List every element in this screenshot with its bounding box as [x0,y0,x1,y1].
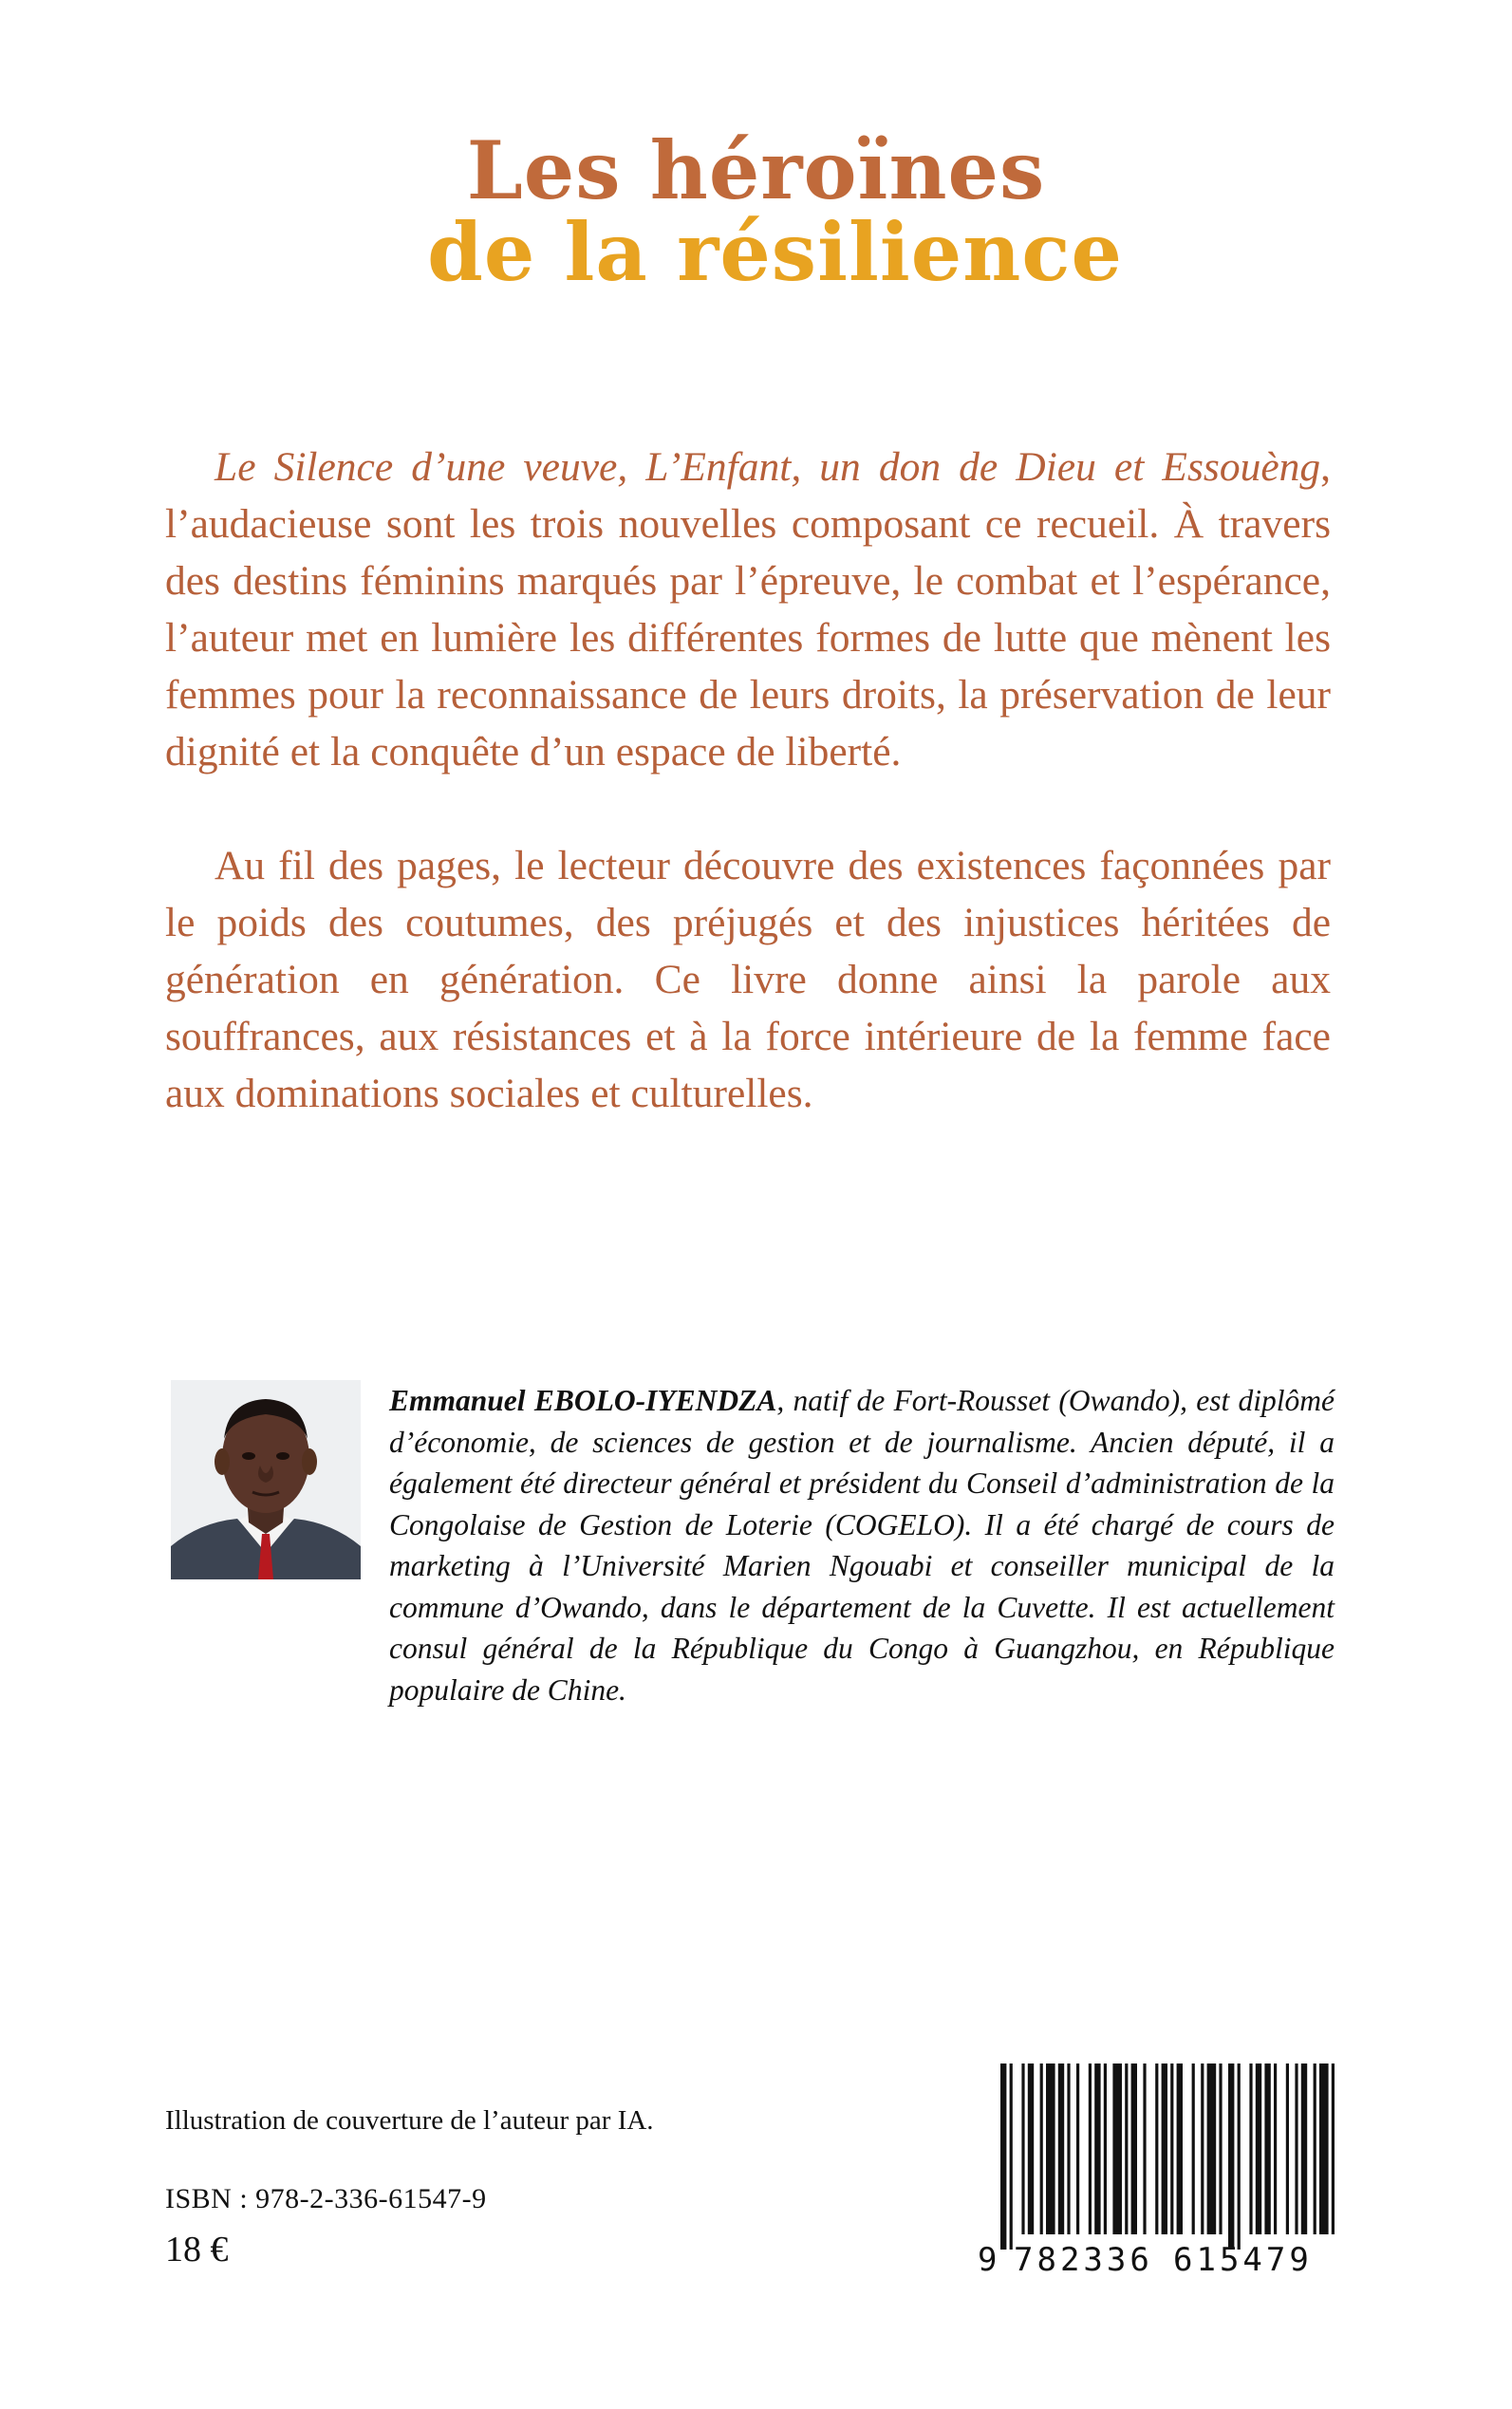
barcode-bar [1094,2064,1100,2234]
barcode-bar [1192,2064,1195,2234]
barcode-bar [1274,2064,1277,2234]
barcode-bar [1207,2064,1217,2234]
author-name: Emmanuel EBOLO-IYENDZA [389,1384,777,1417]
barcode-bar [1319,2064,1329,2234]
barcode-image [976,2060,1338,2278]
author-biography-text: , natif de Fort-Rousset (Owando), est diplômé d’économie, de sciences de gestion et de journalisme. Ancien député, il a également été directeur général et président du Conseil d’administration de la Congolaise de Gestion de Loterie (COGELO). Il a été chargé de cours de marketing à l’Université Marien Ngouabi et conseiller municipal de la commune d’Owando, dans le département de la Cuvette. Il est actuellement consul général de la République du Congo à Guangzhou, en République populaire de Chine. [389,1384,1335,1707]
isbn-barcode [976,2060,1338,2278]
barcode-bar [1131,2064,1137,2234]
price: 18 € [165,2230,229,2269]
barcode-bar [1301,2064,1307,2234]
barcode-digit-first: 9 [978,2241,998,2278]
barcode-bar [1264,2064,1270,2234]
illustration-credit: Illustration de couverture de l’auteur par IA. [165,2105,654,2136]
barcode-bar [1104,2064,1107,2234]
author-biography [165,1380,1335,1710]
barcode-bar [1089,2064,1092,2234]
blurb-paragraph-1-text: , l’audacieuse sont les trois nouvelles composant ce recueil. À travers des destins féminins marqués par l’épreuve, le combat et l’espérance, l’auteur met en lumière les différentes formes de lutte que mènent les femmes pour la reconnaissance de leurs droits, la préservation de leur dignité et la conquête d’un espace de liberté. [165,444,1331,775]
barcode-bar [1177,2064,1183,2234]
barcode-digits-group-2: 615479 [1173,2241,1313,2278]
barcode-bar [1046,2064,1055,2234]
book-title-line-1: Les héroïnes [466,123,1046,217]
barcode-bar [1238,2064,1241,2250]
barcode-bar [1219,2064,1222,2234]
blurb-paragraph-2 [165,837,1331,1122]
barcode-bar [1170,2064,1173,2234]
blurb-paragraph-1 [165,439,1331,780]
barcode-bar [1000,2064,1006,2250]
barcode-bar [1201,2064,1204,2234]
barcode-bar [1067,2064,1070,2234]
barcode-bar [1295,2064,1297,2234]
barcode-bar [1076,2064,1079,2234]
barcode-bar [1058,2064,1064,2234]
barcode-bar [1028,2064,1034,2234]
barcode-bar [1112,2064,1122,2234]
book-title-line-2: de la résilience [427,205,1123,299]
barcode-bar [1125,2064,1128,2234]
barcode-bar [1040,2064,1043,2234]
barcode-bar [1332,2064,1335,2234]
barcode-bar [1249,2064,1252,2234]
barcode-bar [1314,2064,1316,2234]
barcode-bar [1256,2064,1261,2234]
barcode-bar [1010,2064,1013,2250]
blurb-story-titles: Le Silence d’une veuve, L’Enfant, un don de Dieu et Essouèng [215,444,1321,490]
barcode-digits-group-1: 782336 [1014,2241,1153,2278]
barcode-bar [1286,2064,1289,2234]
barcode-bar [1021,2064,1024,2234]
barcode-bar [1143,2064,1146,2234]
isbn-number: ISBN : 978-2-336-61547-9 [165,2183,487,2214]
barcode-bar [1162,2064,1167,2234]
barcode-bar [1155,2064,1158,2234]
barcode-bar [1228,2064,1234,2250]
blurb-paragraph-2-text: Au fil des pages, le lecteur découvre des existences façonnées par le poids des coutumes, des préjugés et des injustices héritées de génération en génération. Ce livre donne ainsi la parole aux souffrances, aux résistances et à la force intérieure de la femme face aux dominations sociales et culturelles. [165,843,1331,1116]
